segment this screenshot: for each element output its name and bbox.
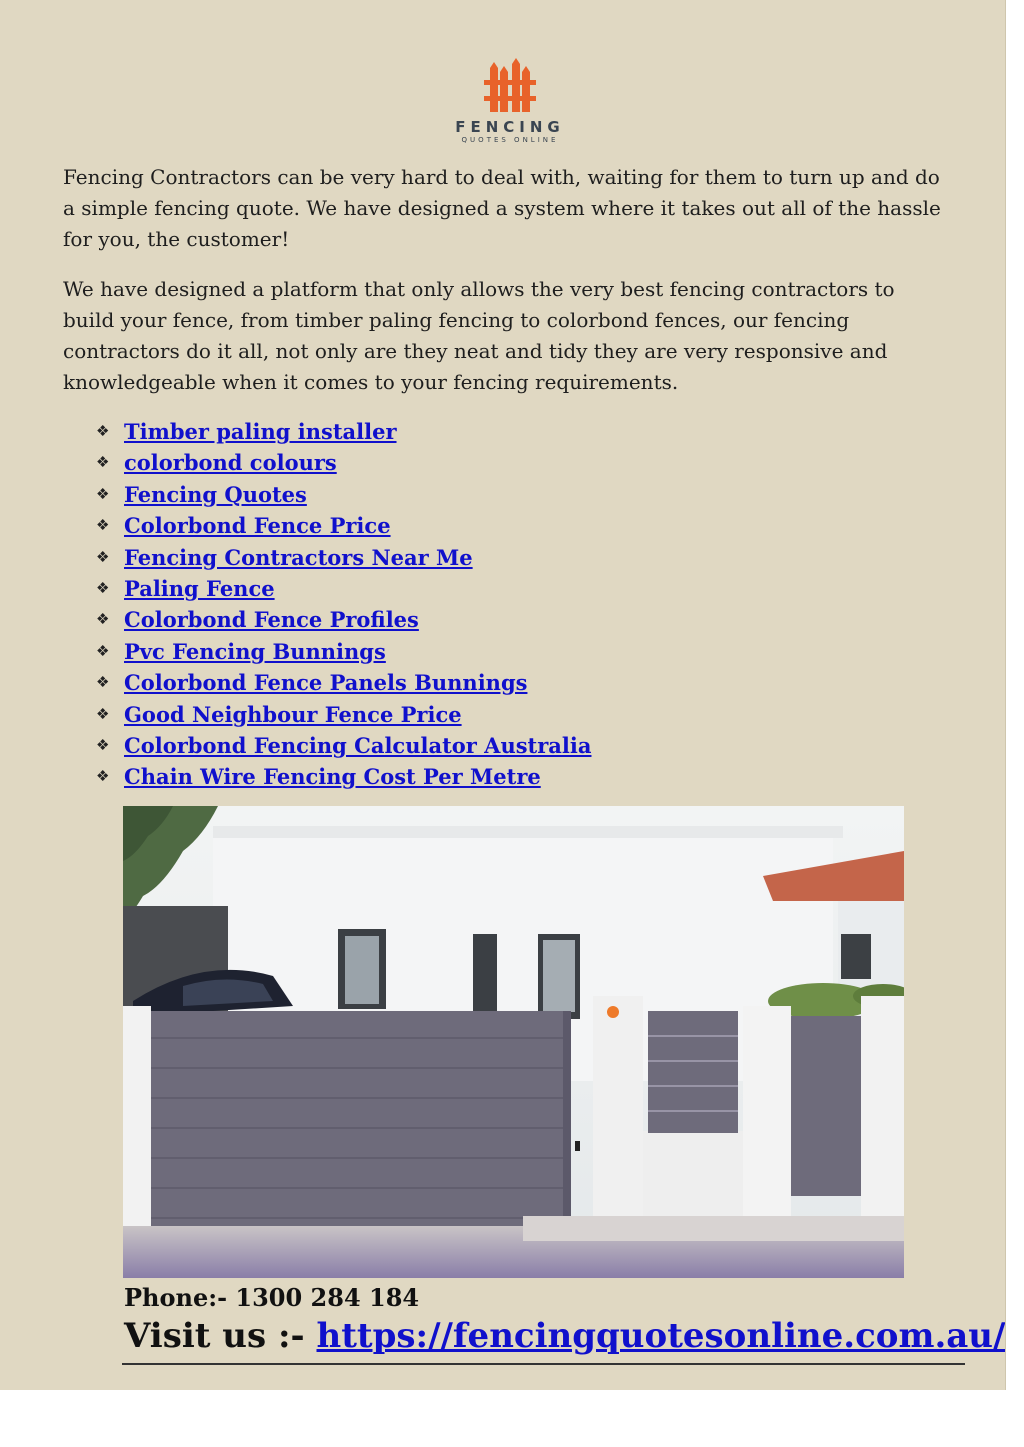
- link-chain-wire-fencing-cost[interactable]: Chain Wire Fencing Cost Per Metre: [124, 764, 541, 790]
- diamond-bullet-icon: ❖: [96, 767, 110, 786]
- fence-photo: [123, 806, 904, 1278]
- divider: [122, 1363, 965, 1365]
- list-item: [96, 761, 591, 792]
- list-item: [96, 636, 591, 667]
- link-good-neighbour-fence-price[interactable]: Good Neighbour Fence Price: [124, 701, 462, 727]
- link-list: [96, 416, 591, 793]
- link-fencing-contractors-near-me[interactable]: Fencing Contractors Near Me: [124, 544, 473, 570]
- diamond-bullet-icon: ❖: [96, 610, 110, 629]
- phone-text: Phone:- 1300 284 184: [124, 1283, 420, 1312]
- diamond-bullet-icon: ❖: [96, 641, 110, 660]
- fence-icon: [480, 58, 540, 114]
- list-item: [96, 730, 591, 761]
- link-pvc-fencing-bunnings[interactable]: Pvc Fencing Bunnings: [124, 638, 386, 664]
- list-item: [96, 479, 591, 510]
- list-item: [96, 573, 591, 604]
- diamond-bullet-icon: ❖: [96, 547, 110, 566]
- diamond-bullet-icon: ❖: [96, 704, 110, 723]
- diamond-bullet-icon: ❖: [96, 578, 110, 597]
- diamond-bullet-icon: ❖: [96, 735, 110, 754]
- logo-wordmark: FENCING: [455, 118, 565, 136]
- logo-tagline: QUOTES ONLINE: [461, 136, 559, 144]
- link-colorbond-fencing-calculator[interactable]: Colorbond Fencing Calculator Australia: [124, 732, 592, 758]
- intro-paragraph-2: We have designed a platform that only allows the very best fencing contractors to build your fence, from timber paling fencing to colorbond fences, our fencing contractors do it all, not only are they neat and tidy they are very responsive and knowledgeable when it comes to your fencing requirements.: [63, 277, 895, 394]
- diamond-bullet-icon: ❖: [96, 422, 110, 440]
- list-item: [96, 416, 591, 447]
- diamond-bullet-icon: ❖: [96, 453, 110, 472]
- list-item: [96, 510, 591, 541]
- link-colorbond-fence-panels-bunnings[interactable]: Colorbond Fence Panels Bunnings: [124, 670, 528, 696]
- link-fencing-quotes[interactable]: Fencing Quotes: [124, 481, 307, 507]
- diamond-bullet-icon: ❖: [96, 673, 110, 692]
- link-colorbond-fence-price[interactable]: Colorbond Fence Price: [124, 513, 391, 539]
- page-edge: [1005, 0, 1006, 1390]
- link-timber-paling-installer[interactable]: Timber paling installer: [124, 419, 397, 444]
- diamond-bullet-icon: ❖: [96, 484, 110, 503]
- list-item: [96, 542, 591, 573]
- visit-line: [124, 1316, 1005, 1356]
- list-item: [96, 667, 591, 698]
- intro-paragraph-1: Fencing Contractors can be very hard to deal with, waiting for them to turn up and do a simple fencing quote. We have designed a system where it takes out all of the hassle for you, the customer!: [63, 165, 941, 251]
- link-colorbond-colours[interactable]: colorbond colours: [124, 450, 337, 476]
- brand-logo: [440, 58, 580, 148]
- visit-label: Visit us :-: [124, 1316, 317, 1356]
- list-item: [96, 447, 591, 478]
- link-colorbond-fence-profiles[interactable]: Colorbond Fence Profiles: [124, 607, 419, 633]
- list-item: [96, 604, 591, 635]
- link-paling-fence[interactable]: Paling Fence: [124, 575, 275, 601]
- diamond-bullet-icon: ❖: [96, 516, 110, 535]
- list-item: [96, 699, 591, 730]
- website-link[interactable]: https://fencingquotesonline.com.au/: [316, 1316, 1006, 1356]
